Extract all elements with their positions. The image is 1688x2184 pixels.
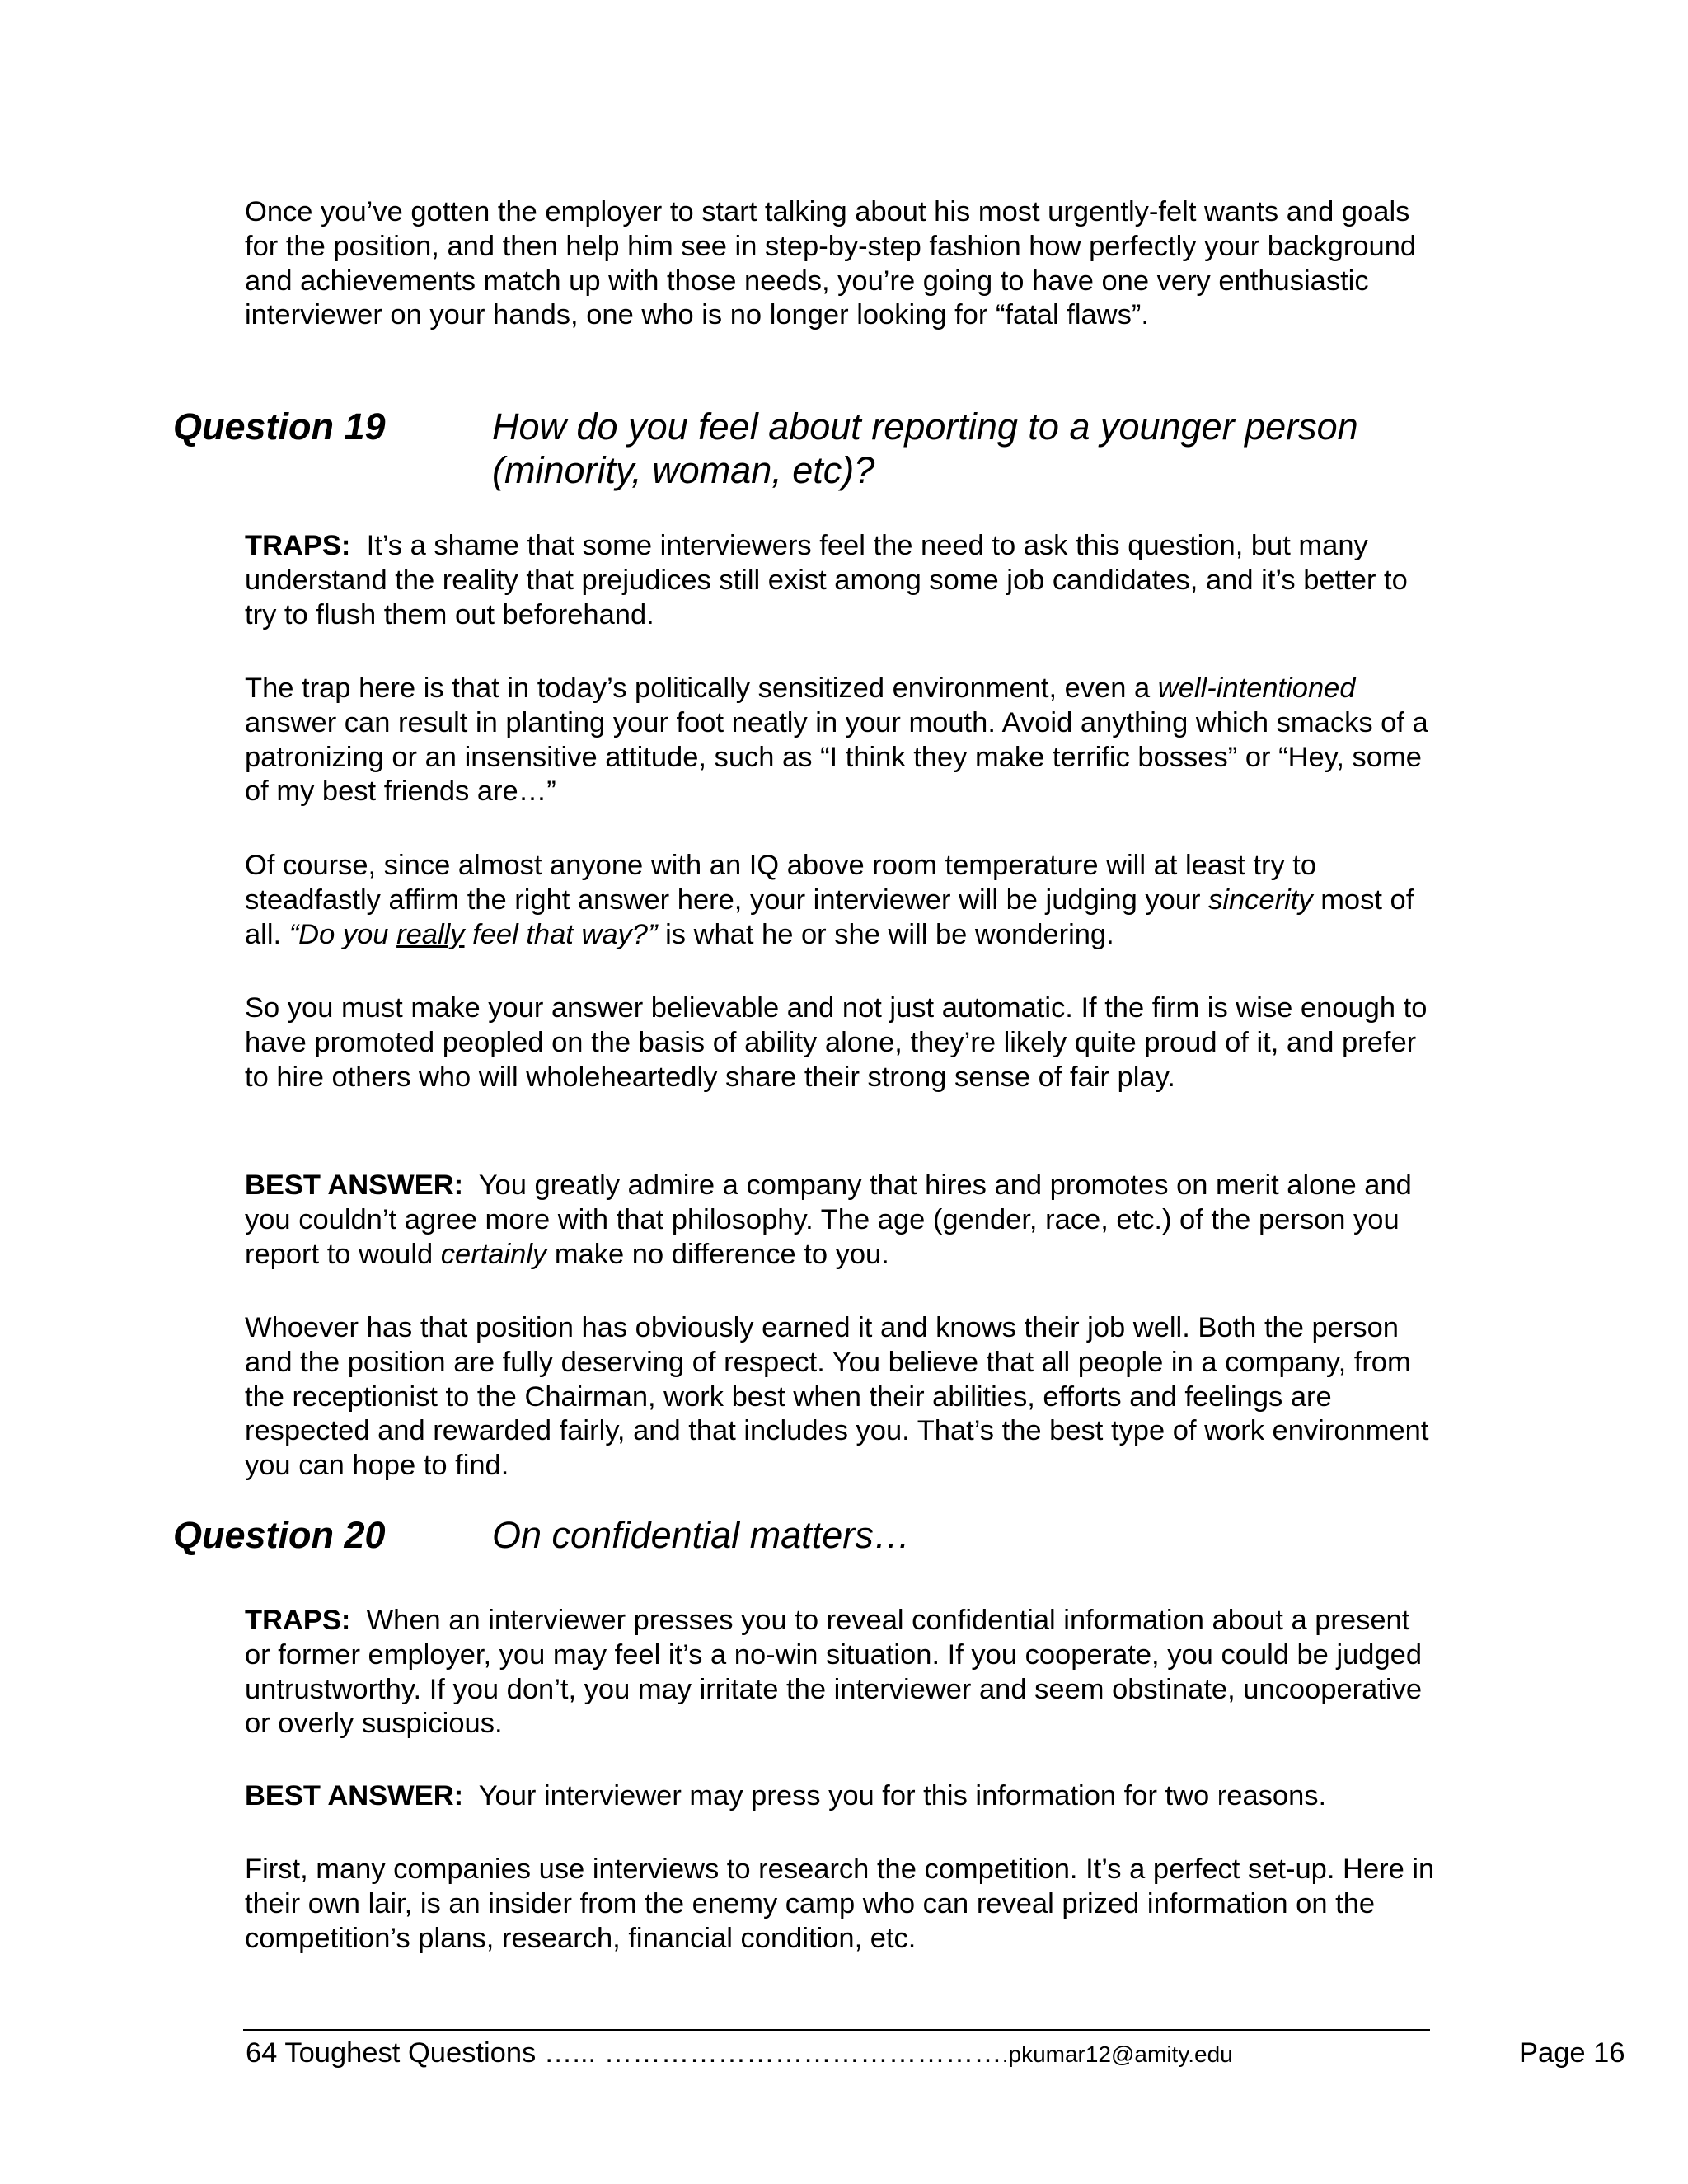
q19-believable-paragraph: So you must make your answer believable and not just automatic. If the firm is wise enough to have promoted peopled on the basis of ability alone, they’re likely quite proud of it, and prefer to hire others who will wholeheartedly share their strong sense of fair play. (245, 992, 1428, 1093)
q19-p2-text-a: The trap here is that in today’s politically sensitized environment, even a (245, 673, 1158, 704)
footer-document-title (246, 2036, 1233, 2072)
footer-email: .pkumar12@amity.edu (1001, 2041, 1233, 2067)
q19-traps-label: TRAPS: (245, 530, 351, 561)
q19-p3-underlined: really (396, 918, 465, 950)
q19-traps-text: It’s a shame that some interviewers feel the need to ask this question, but many understand the reality that prejudices still exist among some job candidates, and it’s better to try to flush them out beforehand. (245, 530, 1408, 630)
q19-trap-detail-paragraph (245, 672, 1440, 809)
q20-competition-paragraph: First, many companies use interviews to research the competition. It’s a perfect set-up. Here in their own lair, is an insider from the enemy camp who can reveal prized information on the competition’s plans, research, financial condition, etc. (245, 1854, 1435, 1954)
question-20-number: Question 20 (173, 1514, 386, 1556)
q20-best-answer-paragraph (245, 1779, 1440, 1814)
intro-paragraph: Once you’ve gotten the employer to start talking about his most urgently-felt wants and goals for the position, and then help him see in step-by-step fashion how perfectly your background and achievements match up with those needs, you’re going to have one very enthusiastic interviewer on your hands, one who is no longer looking for “fatal flaws”. (245, 196, 1417, 331)
q19-p3-quote: “Do you really feel that way?” (288, 918, 658, 950)
q19-best-emphasis: certainly (440, 1238, 547, 1270)
q19-p3-text-b: most of all. (245, 883, 1414, 950)
q19-sincerity-paragraph (245, 849, 1440, 952)
q19-respect-paragraph: Whoever has that position has obviously earned it and knows their job well. Both the person and the position are fully deserving of respect. You believe that all people in a company, from the receptionist to the Chairman, work best when their abilities, efforts and feelings are respected and rewarded fairly, and that includes you. That’s the best type of work environment you can hope to find. (245, 1312, 1429, 1482)
question-19-title: How do you feel about reporting to a younger person (minority, woman, etc)? (492, 405, 1358, 491)
q19-p3-text-a: Of course, since almost anyone with an IQ above room temperature will at least try to steadfastly affirm the right answer here, your interviewer will be judging your (245, 850, 1317, 916)
q20-best-answer-label: BEST ANSWER: (245, 1780, 464, 1811)
q20-traps-paragraph (245, 1604, 1440, 1741)
q19-best-answer-label: BEST ANSWER: (245, 1169, 464, 1201)
q19-p3-emphasis: sincerity (1208, 883, 1313, 916)
footer-page-number: Page 16 (1519, 2037, 1625, 2069)
footer-dots: …………………………………… (603, 2037, 1002, 2069)
q19-p2-emphasis: well-intentioned (1157, 673, 1356, 704)
q19-p3-text-c: is what he or she will be wondering. (657, 918, 1114, 950)
q19-p2-text-b: answer can result in planting your foot neatly in your mouth. Avoid anything which smacks of a patronizing or an insensitive attitude, such as “I think they make terrific bosses” or “Hey, some of my best friends are…” (245, 706, 1428, 808)
q19-best-text-a: You greatly admire a company that hires and promotes on merit alone and you couldn’t agree more with that philosophy. The age (gender, race, etc.) of the person you report to would (245, 1169, 1412, 1270)
question-19-number: Question 19 (173, 405, 386, 448)
q19-best-text-b: make no difference to you. (546, 1238, 889, 1270)
footer-title: 64 Toughest Questions …... (246, 2037, 604, 2069)
q20-traps-label: TRAPS: (245, 1605, 351, 1636)
footer-divider (243, 2029, 1430, 2031)
q20-traps-text: When an interviewer presses you to reveal confidential information about a present or former employer, you may feel it’s a no-win situation. If you cooperate, you could be judged untrustworthy. If you don’t, you may irritate the interviewer and seem obstinate, uncooperative or overly suspicious. (245, 1605, 1423, 1740)
question-20-title: On confidential matters… (492, 1514, 911, 1556)
q19-best-answer-paragraph (245, 1169, 1440, 1272)
q19-traps-paragraph (245, 529, 1440, 632)
q20-best-text: Your interviewer may press you for this information for two reasons. (478, 1780, 1327, 1811)
